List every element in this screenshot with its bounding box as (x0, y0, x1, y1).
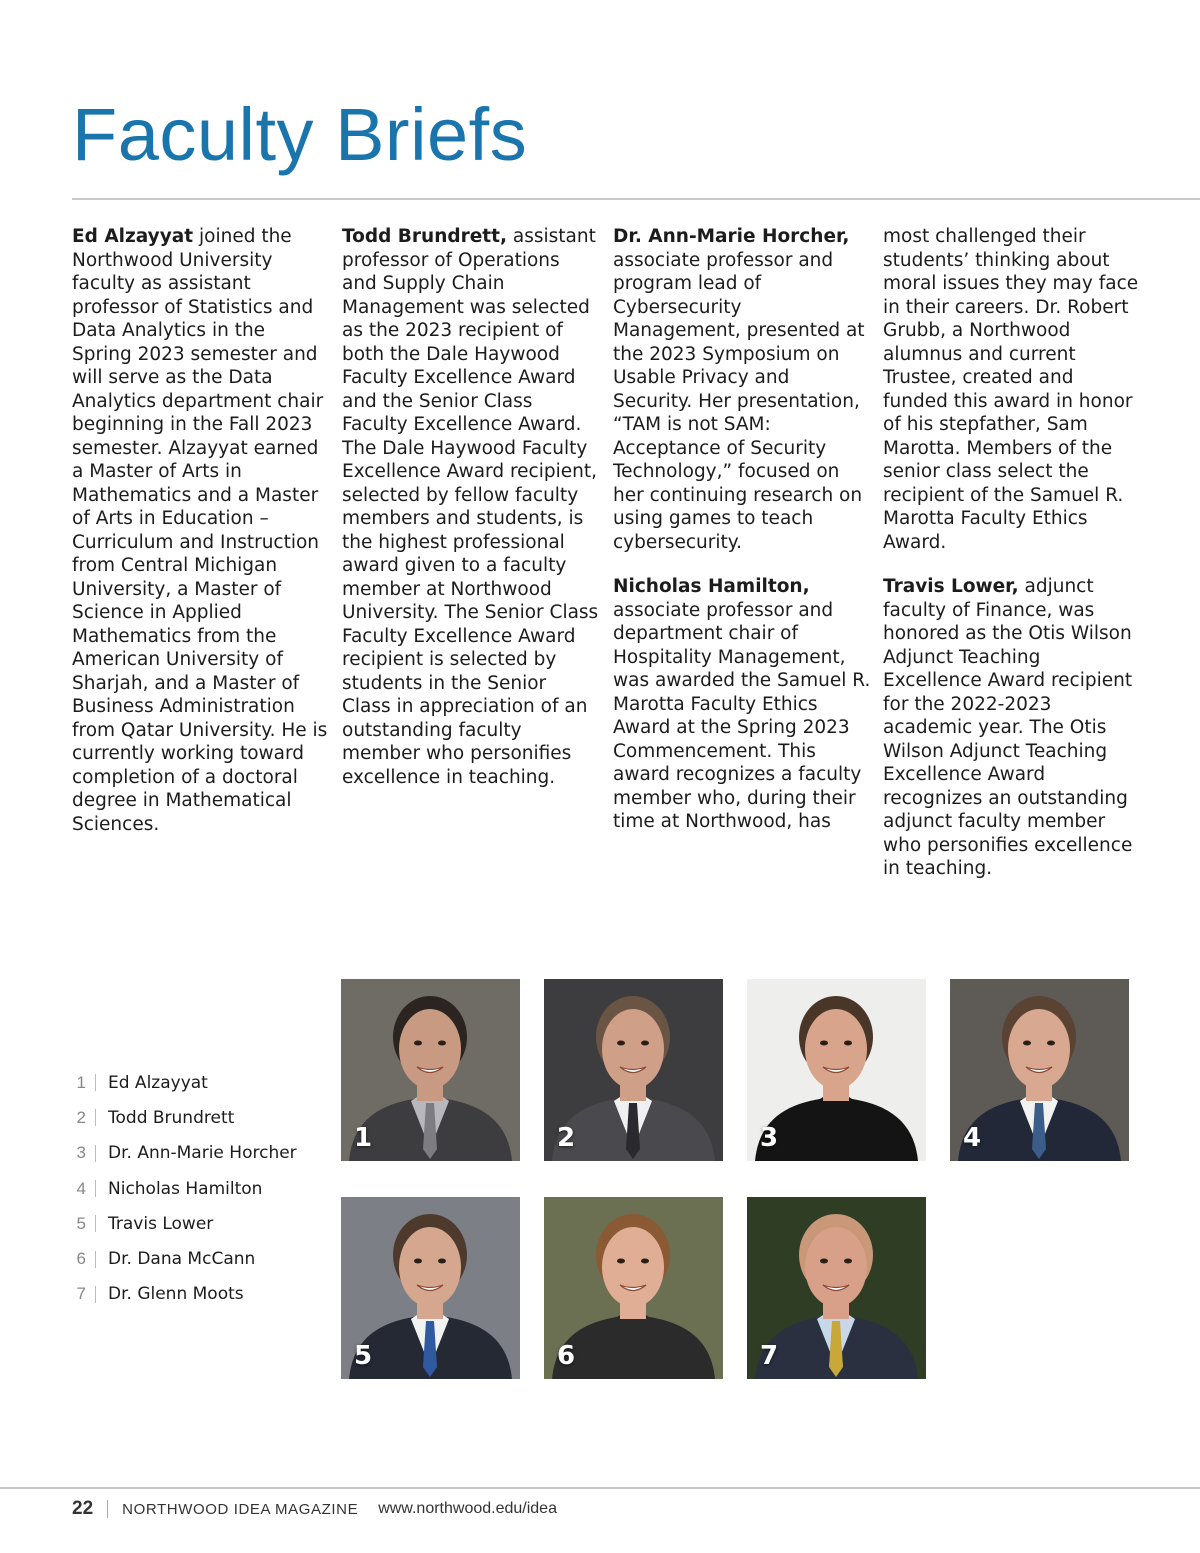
brief-name: Travis Lower, (883, 576, 1019, 597)
legend-number: 5 (76, 1213, 86, 1233)
legend-name: Dr. Ann-Marie Horcher (108, 1143, 297, 1164)
legend-name: Ed Alzayyat (108, 1072, 208, 1093)
magazine-name: NORTHWOOD IDEA MAGAZINE (122, 1500, 359, 1518)
brief-ed-alzayyat (72, 225, 330, 836)
brief-ann-marie-horcher (613, 225, 871, 554)
photo-number: 3 (760, 1123, 779, 1153)
legend-item (60, 1277, 297, 1312)
legend-number: 7 (76, 1284, 86, 1304)
brief-text: adjunct faculty of Finance, was honored as the Otis Wilson Adjunct Teaching Excellence Award recipient for the 2022-2023 academic year. The Otis Wilson Adjunct Teaching Excellence Award recognizes an outstanding adjunct faculty member who personifies excellence in teaching. (883, 576, 1133, 879)
legend-number: 1 (76, 1072, 86, 1092)
legend-divider (95, 1180, 96, 1197)
brief-text: most challenged their students’ thinking about moral issues they may face in their careers. Dr. Robert Grubb, a Northwood alumnus and current Trustee, created and funded this award in honor of his stepfather, Sam Marotta. Members of the senior class select the recipient of the Samuel R. Marotta Faculty Ethics Award. (883, 226, 1139, 553)
portrait-photo (747, 1197, 926, 1379)
brief-text: associate professor and program lead of Cybersecurity Management, presented at the 2023 Symposium on Usable Privacy and Security. Her presentation, “TAM is not SAM: Acceptance of Security Technology,” focused on her continuing research on using games to teach cybersecurity. (613, 249, 865, 553)
eye-shape (641, 1259, 649, 1264)
legend-number: 4 (76, 1178, 86, 1198)
brief-name: Nicholas Hamilton, (613, 576, 810, 597)
legend-item (60, 1206, 297, 1241)
photo-number: 4 (963, 1123, 982, 1153)
portrait-photo (544, 979, 723, 1161)
eye-shape (1047, 1041, 1055, 1046)
eye-shape (820, 1259, 828, 1264)
brief-continuation (883, 225, 1141, 554)
portrait-photo (341, 979, 520, 1161)
brief-text: joined the Northwood University faculty as assistant professor of Statistics and Data Analytics in the Spring 2023 semester and will serve as the Data Analytics department chair beginning in the Fall 2023 semester. Alzayyat earned a Master of Arts in Mathematics and a Master of Arts in Education – Curriculum and Instruction from Central Michigan University, a Master of Science in Applied Mathematics from the American University of Sharjah, and a Master of Business Administration from Qatar University. He is currently working toward completion of a doctoral degree in Mathematical Sciences. (72, 226, 328, 835)
eye-shape (414, 1041, 422, 1046)
article-column-1 (72, 225, 330, 857)
article-column-4 (883, 225, 1141, 902)
photo-number: 7 (760, 1341, 779, 1371)
title-divider (72, 198, 1200, 200)
legend-name: Dr. Glenn Moots (108, 1284, 244, 1305)
brief-name: Ed Alzayyat (72, 226, 194, 247)
photo-number: 6 (557, 1341, 576, 1371)
photo-legend (60, 1065, 297, 1312)
legend-divider (95, 1251, 96, 1268)
legend-divider (95, 1286, 96, 1303)
legend-item (60, 1100, 297, 1135)
portrait-photo (747, 979, 926, 1161)
face-shape (602, 1009, 664, 1089)
eye-shape (844, 1259, 852, 1264)
page-title: Faculty Briefs (72, 93, 528, 176)
brief-name: Todd Brundrett, (342, 226, 507, 247)
footer-separator (107, 1500, 108, 1518)
eye-shape (414, 1259, 422, 1264)
brief-text: associate professor and department chair of Hospitality Management, was awarded the Samuel R. Marotta Faculty Ethics Award at the Spring 2023 Commencement. This award recognizes a faculty member who, during their time at Northwood, has (613, 599, 871, 832)
legend-item (60, 1065, 297, 1100)
eye-shape (617, 1259, 625, 1264)
legend-name: Travis Lower (108, 1213, 214, 1234)
page-number: 22 (72, 1498, 94, 1519)
legend-name: Dr. Dana McCann (108, 1249, 256, 1270)
brief-nicholas-hamilton (613, 575, 871, 834)
article-column-2 (342, 225, 600, 810)
legend-item (60, 1171, 297, 1206)
legend-name: Todd Brundrett (108, 1107, 235, 1128)
website-link[interactable]: www.northwood.edu/idea (378, 1500, 557, 1517)
photo-number: 5 (354, 1341, 373, 1371)
photo-number: 1 (354, 1123, 373, 1153)
face-shape (805, 1227, 867, 1307)
portrait-photo (544, 1197, 723, 1379)
legend-item (60, 1241, 297, 1276)
footer-divider (0, 1487, 1200, 1489)
eye-shape (641, 1041, 649, 1046)
portrait-photo (341, 1197, 520, 1379)
brief-travis-lower (883, 575, 1141, 881)
face-shape (1008, 1009, 1070, 1089)
brief-todd-brundrett (342, 225, 600, 789)
legend-number: 6 (76, 1249, 86, 1269)
legend-divider (95, 1074, 96, 1091)
page-footer (72, 1498, 557, 1520)
legend-divider (95, 1145, 96, 1162)
article-column-3 (613, 225, 871, 855)
legend-number: 3 (76, 1143, 86, 1163)
brief-name: Dr. Ann-Marie Horcher, (613, 226, 850, 247)
eye-shape (1023, 1041, 1031, 1046)
eye-shape (438, 1041, 446, 1046)
face-shape (602, 1227, 664, 1307)
face-shape (399, 1009, 461, 1089)
photo-number: 2 (557, 1123, 576, 1153)
legend-item (60, 1136, 297, 1171)
eye-shape (438, 1259, 446, 1264)
face-shape (399, 1227, 461, 1307)
eye-shape (820, 1041, 828, 1046)
legend-name: Nicholas Hamilton (108, 1178, 263, 1199)
legend-divider (95, 1109, 96, 1126)
legend-number: 2 (76, 1107, 86, 1127)
face-shape (805, 1009, 867, 1089)
portrait-photo (950, 979, 1129, 1161)
legend-divider (95, 1215, 96, 1232)
brief-text: assistant professor of Operations and Supply Chain Management was selected as the 2023 recipient of both the Dale Haywood Faculty Excellence Award and the Senior Class Faculty Excellence Award. The Dale Haywood Faculty Excellence Award recipient, selected by fellow faculty members and students, is the highest professional award given to a faculty member at Northwood University. The Senior Class Faculty Excellence Award recipient is selected by students in the Senior Class in appreciation of an outstanding faculty member who personifies excellence in teaching. (342, 226, 599, 788)
eye-shape (844, 1041, 852, 1046)
eye-shape (617, 1041, 625, 1046)
